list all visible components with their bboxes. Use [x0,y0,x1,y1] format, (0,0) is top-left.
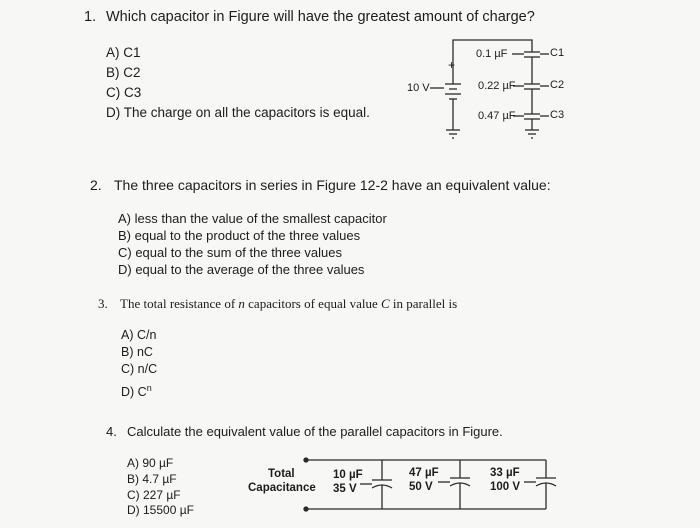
q4-cap1-voltage: 35 V [333,483,357,495]
q3-number: 3. [98,296,108,311]
q4-option-a: A) 90 µF [127,456,174,470]
q3-option-d: D) $C^n$ [121,383,152,400]
q1-source-voltage: 10 V [407,82,430,94]
q1-option-c: C) C3 [106,85,142,100]
q2-option-c: C) equal to the sum of the three values [118,245,343,260]
q3-option-c: C) n/C [121,362,158,376]
q4-cap1-value: 10 µF [333,469,363,481]
q1-option-d: D) The charge on all the capacitors is equal. [106,105,370,120]
q1-question: Which capacitor in Figure will have the greatest amount of charge? [106,9,535,25]
q4-question: Calculate the equivalent value of the parallel capacitors in Figure. [127,424,503,439]
q1-c3-value: 0.47 µF [478,110,516,122]
q4-total-label-1: Total [268,468,295,480]
q1-c1-value: 0.1 µF [476,48,508,60]
q4-cap2-value: 47 µF [409,467,439,479]
q1-number: 1. [84,9,97,25]
q2-question: The three capacitors in series in Figure 12-2 have an equivalent value: [114,177,551,193]
q2-option-d: D) equal to the average of the three values [118,262,365,277]
q1-c2-value: 0.22 µF [478,80,516,92]
q4-option-d: D) 15500 µF [127,503,194,517]
q1-c2-label: C2 [550,79,565,91]
q1-c3-label: C3 [550,109,565,121]
q4-cap3-voltage: 100 V [490,481,521,493]
q1-option-a: A) C1 [106,45,141,60]
q2-number: 2. [90,177,102,193]
q1-plus-sign: + [448,58,456,72]
q2-option-a: A) less than the value of the smallest capacitor [118,211,387,226]
q1-option-b: B) C2 [106,65,141,80]
q4-option-b: B) 4.7 µF [127,472,177,486]
q4-cap2-voltage: 50 V [409,481,433,493]
q1-c1-label: C1 [550,47,565,59]
q2-option-b: B) equal to the product of the three values [118,228,361,243]
q3-option-a: A) C/n [121,328,157,342]
q4-option-c: C) 227 µF [127,488,181,502]
q3-question: The total resistance of n capacitors of equal value C in parallel is [120,296,458,311]
q4-number: 4. [106,424,117,439]
q4-cap3-value: 33 µF [490,467,520,479]
q4-total-label-2: Capacitance [248,482,316,494]
q3-option-b: B) nC [121,345,153,359]
